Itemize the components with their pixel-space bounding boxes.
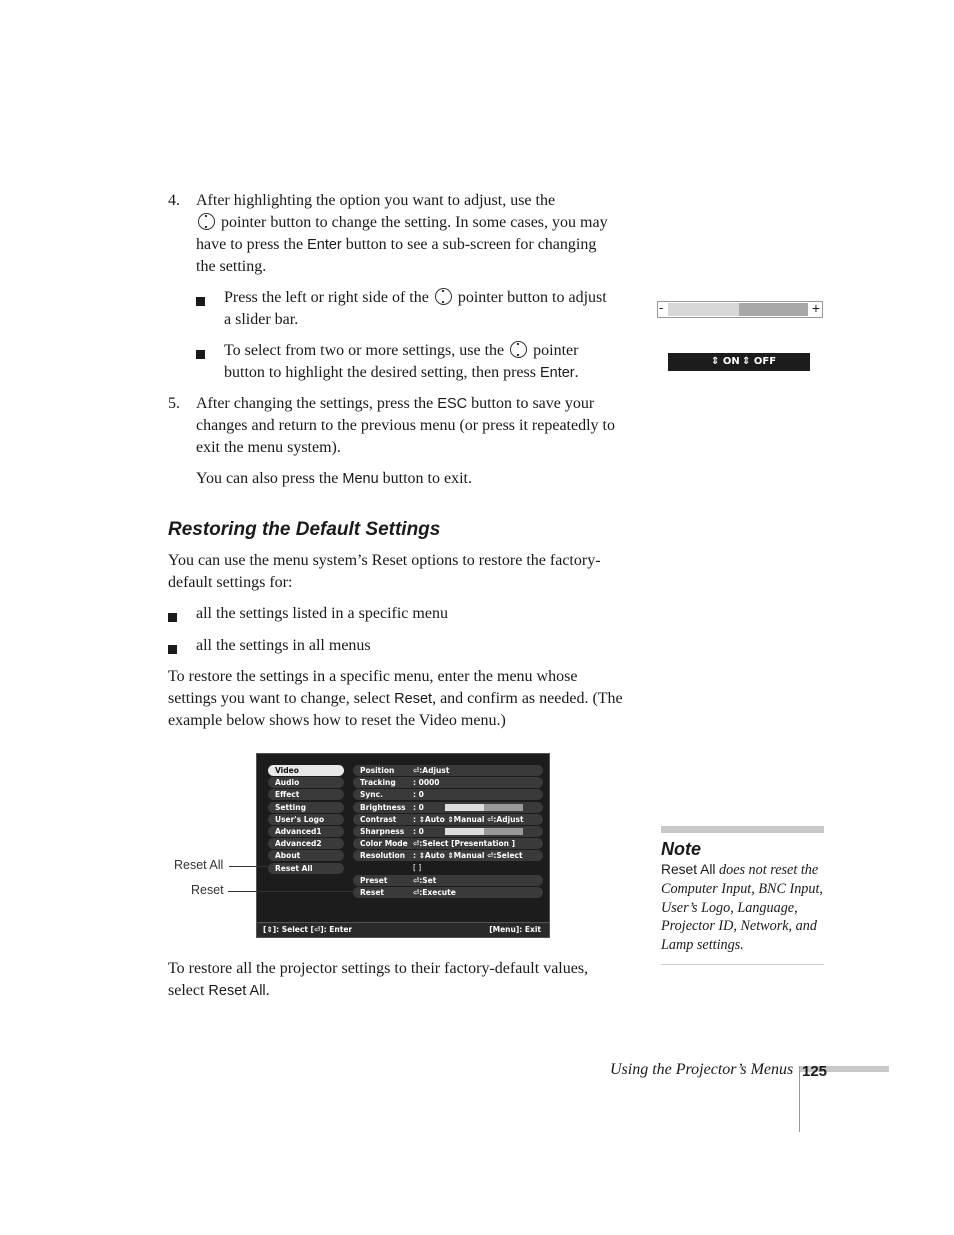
osd-menu-item-video: Video	[268, 765, 344, 776]
osd-menu-item-advanced2: Advanced2	[268, 838, 344, 849]
note-title: Note	[661, 839, 701, 859]
note-text: Reset All does not reset the Computer Input, BNC Input, User’s Logo, Language, Projector ID, Network, and Lamp settings.	[661, 862, 823, 954]
osd-menu-item-users-logo: User's Logo	[268, 814, 344, 825]
step-5-number: 5.	[168, 395, 180, 412]
pointer-button-icon	[198, 213, 215, 230]
osd-row-tracking: Tracking : 0000	[353, 777, 543, 788]
osd-row-contrast: Contrast : ⇕Auto ⇕Manual ⏎:Adjust	[353, 814, 543, 825]
page-number: 125	[802, 1063, 828, 1080]
intro-paragraph: You can use the menu system’s Reset options to restore the factory- default settings for:	[168, 552, 601, 591]
section-heading: Restoring the Default Settings	[168, 519, 441, 540]
osd-video-submenu	[353, 765, 543, 899]
osd-hint-exit: [Menu]: Exit	[489, 925, 541, 934]
osd-row-color-mode: Color Mode ⏎:Select [Presentation ]	[353, 838, 543, 849]
osd-brightness-slider	[445, 804, 523, 811]
callout-reset-all: Reset All	[174, 858, 224, 872]
osd-bottom-bar	[257, 922, 549, 937]
bullet-square-icon	[196, 293, 205, 311]
note-top-bar	[661, 826, 824, 833]
callout-reset-line	[228, 891, 356, 892]
osd-row-brightness: Brightness : 0	[353, 802, 543, 813]
pointer-button-icon	[435, 288, 452, 305]
osd-row-sharpness: Sharpness : 0	[353, 826, 543, 837]
list-item: all the settings in all menus	[196, 637, 371, 654]
osd-row-position: Position ⏎:Adjust	[353, 765, 543, 776]
osd-menu-item-reset-all: Reset All	[268, 863, 344, 874]
note-bottom-rule	[661, 964, 824, 965]
osd-sharpness-slider	[445, 828, 523, 835]
osd-menu-item-effect: Effect	[268, 789, 344, 800]
on-off-graphic	[668, 353, 810, 371]
step-5-text: After changing the settings, press the ESC button to save your changes and return to the previous menu (or press it repeatedly to exit the menu system).	[196, 395, 615, 456]
pointer-button-icon	[510, 341, 527, 358]
bullet-square-icon	[196, 346, 205, 364]
osd-menu-item-audio: Audio	[268, 777, 344, 788]
specific-menu-paragraph: To restore the settings in a specific menu, enter the menu whose settings you want to change, select Reset, and confirm as needed. (The example below shows how to reset the Video menu.)	[168, 668, 623, 729]
osd-row-sync: Sync. : 0	[353, 789, 543, 800]
slider-plus-icon: +	[811, 300, 820, 316]
callout-reset-all-line	[229, 866, 272, 867]
osd-row-reset: Reset ⏎:Execute	[353, 887, 543, 898]
bullet-select-text: To select from two or more settings, use the pointer button to highlight the desired setting, then press Enter.	[224, 342, 579, 381]
step-4-number: 4.	[168, 192, 180, 209]
reset-all-paragraph: To restore all the projector settings to their factory-default values, select Reset All.	[168, 960, 589, 999]
osd-menu-item-advanced1: Advanced1	[268, 826, 344, 837]
callout-reset: Reset	[191, 883, 224, 897]
footer-chapter-title: Using the Projector’s Menus	[610, 1061, 794, 1078]
footer-vertical-rule	[799, 1066, 800, 1132]
osd-row-resolution-value: [ ]	[413, 862, 422, 872]
step-4-text: After highlighting the option you want to adjust, use the pointer button to change the setting. In some cases, you may have to press the Enter button to see a sub-screen for changing the setting.	[196, 192, 608, 275]
note-box	[661, 826, 824, 965]
osd-hint-select: [⇕]: Select [⏎]: Enter	[263, 925, 353, 934]
bullet-square-icon	[168, 641, 177, 659]
osd-row-resolution: Resolution : ⇕Auto ⇕Manual ⏎:Select	[353, 850, 543, 861]
osd-menu-item-about: About	[268, 850, 344, 861]
menu-exit-text: You can also press the Menu button to exit.	[196, 470, 472, 487]
osd-row-preset: Preset ⏎:Set	[353, 875, 543, 886]
list-item: all the settings listed in a specific menu	[196, 605, 448, 622]
slider-bar-graphic	[657, 301, 823, 318]
on-option: ⇕ ON	[711, 356, 740, 367]
enter-button-name: Enter	[307, 237, 342, 253]
off-option: ⇕ OFF	[742, 356, 777, 367]
bullet-square-icon	[168, 609, 177, 627]
osd-main-menu	[268, 765, 344, 875]
osd-menu-item-setting: Setting	[268, 802, 344, 813]
video-menu-screenshot	[256, 753, 550, 938]
bullet-slider-text: Press the left or right side of the pointer button to adjust a slider bar.	[224, 289, 607, 328]
slider-minus-icon: -	[659, 300, 664, 315]
